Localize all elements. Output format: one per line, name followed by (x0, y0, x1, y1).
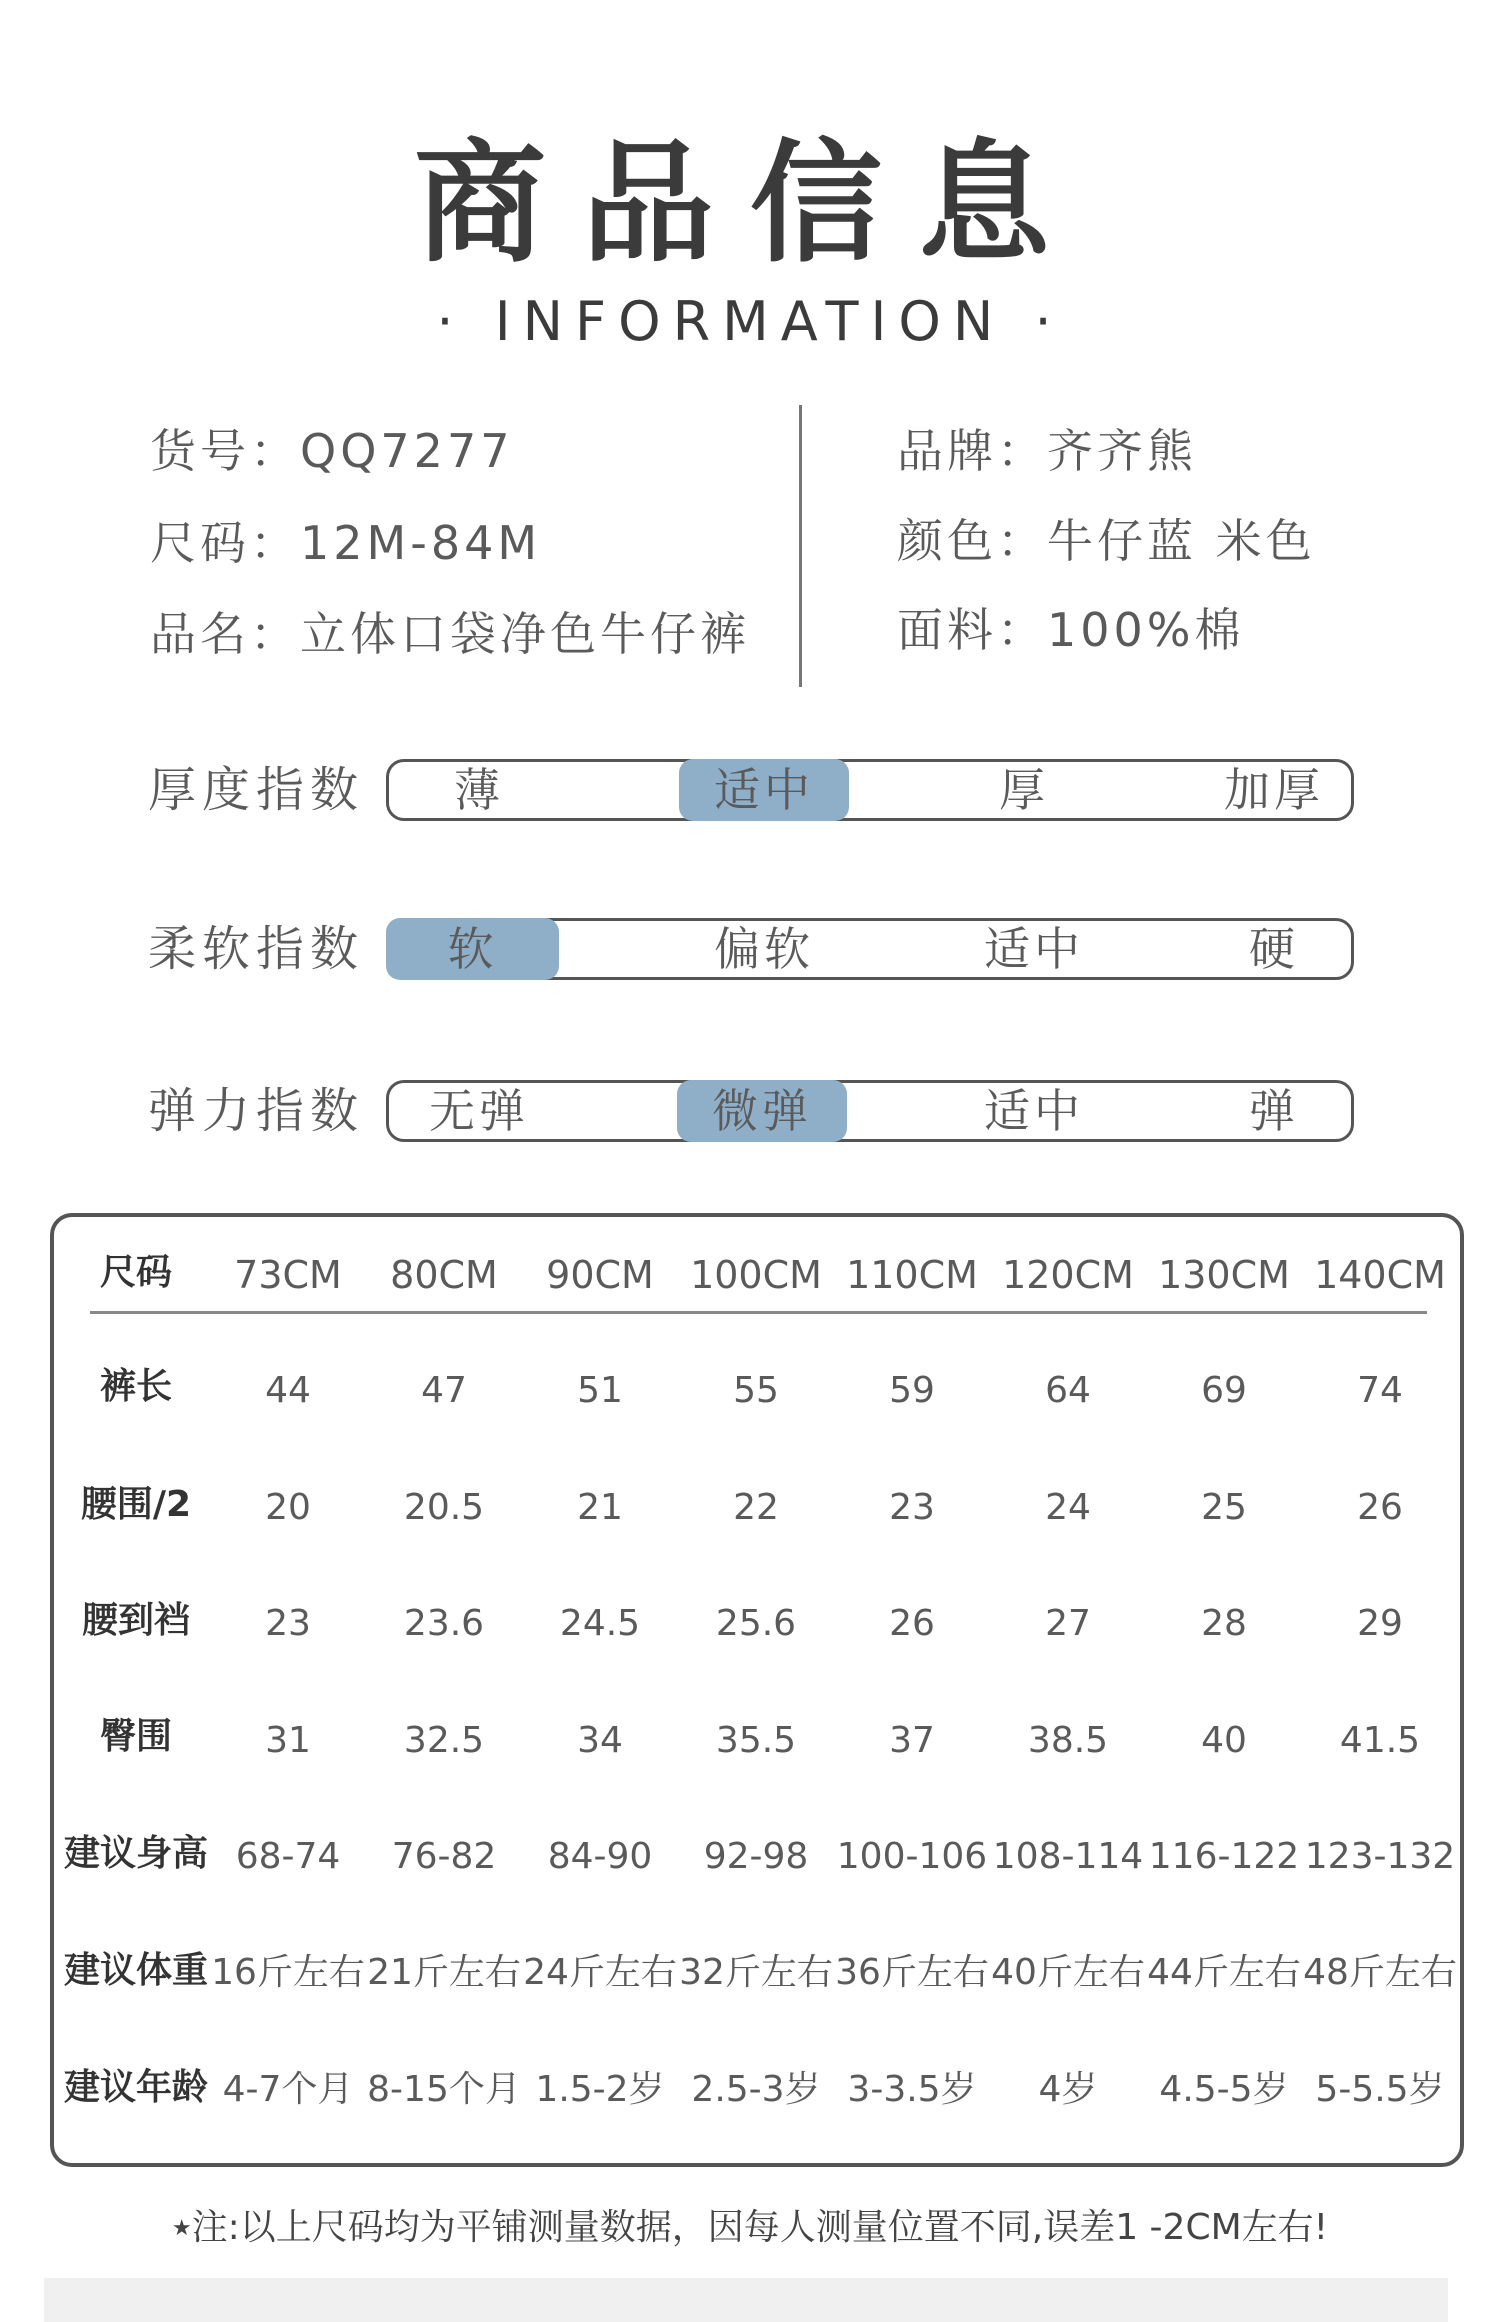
info-item-size (150, 516, 542, 570)
size-table-column-header: 80CM (390, 1253, 498, 1297)
size-table-cell: 24斤左右 (523, 1952, 677, 1993)
scale-option: 厚 (999, 763, 1049, 817)
thickness-index-scale (386, 759, 1354, 821)
size-table-cell: 26 (1357, 1487, 1403, 1528)
size-table-cell: 23.6 (403, 1603, 485, 1644)
size-table-cell: 4-7个月 (222, 2069, 354, 2110)
size-table-cell: 21斤左右 (367, 1952, 521, 1993)
scale-option: 适中 (679, 759, 849, 821)
measurement-note (0, 2207, 1500, 2248)
size-table-row-label: 腰到裆 (81, 1600, 190, 1641)
info-value: 100%棉 (1047, 603, 1245, 657)
info-item-product-name (150, 607, 750, 661)
size-table-cell: 40 (1201, 1720, 1247, 1761)
info-item-fabric (897, 603, 1245, 657)
info-item-brand (897, 424, 1197, 478)
scale-option: 适中 (984, 922, 1084, 976)
size-table-column-header: 120CM (1002, 1253, 1134, 1297)
size-table-cell: 34 (577, 1720, 623, 1761)
size-table-cell: 48斤左右 (1303, 1952, 1457, 1993)
size-table-cell: 92-98 (703, 1836, 809, 1877)
size-table-header-divider (90, 1311, 1427, 1314)
info-value: 齐齐熊 (1047, 424, 1197, 478)
info-item-color (897, 514, 1316, 568)
size-table-cell: 23 (265, 1603, 311, 1644)
size-table-column-header: 100CM (690, 1253, 822, 1297)
info-label: 品名： (150, 607, 300, 661)
size-table-cell: 37 (889, 1720, 935, 1761)
size-table-cell: 51 (577, 1370, 623, 1411)
size-table-row-label: 建议体重 (63, 1950, 208, 1991)
info-item-sku (150, 424, 514, 478)
size-table-row-label: 腰围/2 (80, 1484, 192, 1525)
info-value: QQ7277 (300, 424, 514, 478)
scale-option: 加厚 (1224, 763, 1324, 817)
size-table-row-label: 裤长 (99, 1366, 172, 1407)
size-table-cell: 25.6 (715, 1603, 797, 1644)
scale-option: 软 (386, 918, 559, 980)
size-table-cell: 2.5-3岁 (691, 2069, 821, 2110)
scale-option: 弹 (1249, 1084, 1299, 1138)
size-table-cell: 24 (1045, 1487, 1091, 1528)
size-table-column-header: 130CM (1158, 1253, 1290, 1297)
size-table-cell: 84-90 (547, 1836, 653, 1877)
page-title: 商品信息 (414, 127, 1086, 281)
size-table-cell: 28 (1201, 1603, 1247, 1644)
size-table-row-label: 建议年龄 (63, 2067, 208, 2108)
info-label: 尺码： (150, 516, 300, 570)
size-table-cell: 25 (1201, 1487, 1247, 1528)
size-table-cell: 29 (1357, 1603, 1403, 1644)
size-table-cell: 4岁 (1038, 2069, 1098, 2110)
size-table-cell: 20 (265, 1487, 311, 1528)
size-table-cell: 44 (265, 1370, 311, 1411)
bottom-strip (44, 2278, 1448, 2322)
size-table-cell: 21 (577, 1487, 623, 1528)
size-table-cell: 55 (733, 1370, 779, 1411)
size-table-cell: 23 (889, 1487, 935, 1528)
scale-option: 无弹 (429, 1084, 529, 1138)
size-table-cell: 27 (1045, 1603, 1091, 1644)
info-label: 货号： (150, 424, 300, 478)
size-table-cell: 108-114 (992, 1836, 1144, 1877)
star-icon: ★ (171, 2216, 192, 2241)
size-table-column-header: 73CM (234, 1253, 342, 1297)
size-table-cell: 116-122 (1148, 1836, 1300, 1877)
size-table-cell: 36斤左右 (835, 1952, 989, 1993)
size-table-cell: 69 (1201, 1370, 1247, 1411)
thickness-index-label: 厚度指数 (148, 762, 365, 818)
size-table-column-header: 110CM (846, 1253, 978, 1297)
scale-option: 微弹 (677, 1080, 847, 1142)
info-label: 品牌： (897, 424, 1047, 478)
size-table-cell: 68-74 (235, 1836, 341, 1877)
size-table-cell: 5-5.5岁 (1315, 2069, 1445, 2110)
size-table-cell: 20.5 (403, 1487, 485, 1528)
size-table-cell: 32斤左右 (679, 1952, 833, 1993)
softness-index-label: 柔软指数 (148, 921, 365, 977)
size-table-cell: 26 (889, 1603, 935, 1644)
elasticity-index-scale (386, 1080, 1354, 1142)
size-table-cell: 41.5 (1339, 1720, 1421, 1761)
size-table-cell: 22 (733, 1487, 779, 1528)
size-table-cell: 8-15个月 (367, 2069, 521, 2110)
size-table-header-label: 尺码 (99, 1252, 172, 1293)
size-table-cell: 24.5 (559, 1603, 641, 1644)
size-table-column-header: 140CM (1314, 1253, 1446, 1297)
size-table-cell: 47 (421, 1370, 467, 1411)
size-table-cell: 3-3.5岁 (847, 2069, 977, 2110)
scale-option: 适中 (984, 1084, 1084, 1138)
size-table-cell: 64 (1045, 1370, 1091, 1411)
info-label: 面料： (897, 603, 1047, 657)
size-table-cell: 38.5 (1027, 1720, 1109, 1761)
measurement-note-text: 注:以上尺码均为平铺测量数据，因每人测量位置不同,误差1 -2CM左右! (191, 2207, 1329, 2248)
size-table-cell: 40斤左右 (991, 1952, 1145, 1993)
info-value: 牛仔蓝 米色 (1047, 514, 1316, 568)
size-table-cell: 100-106 (836, 1836, 988, 1877)
size-table-cell: 32.5 (403, 1720, 485, 1761)
size-table-cell: 123-132 (1304, 1836, 1456, 1877)
scale-option: 薄 (454, 763, 504, 817)
size-table-row-label: 臀围 (99, 1716, 172, 1757)
size-table-column-header: 90CM (546, 1253, 654, 1297)
info-value: 12M-84M (300, 516, 542, 570)
size-table (50, 1213, 1464, 2167)
info-label: 颜色： (897, 514, 1047, 568)
size-table-row-label: 建议身高 (63, 1833, 208, 1874)
size-table-cell: 4.5-5岁 (1159, 2069, 1289, 2110)
size-table-cell: 44斤左右 (1147, 1952, 1301, 1993)
scale-option: 偏软 (714, 922, 814, 976)
size-table-cell: 35.5 (715, 1720, 797, 1761)
size-table-cell: 31 (265, 1720, 311, 1761)
info-divider (799, 405, 802, 687)
elasticity-index-label: 弹力指数 (148, 1083, 365, 1139)
page-subtitle: · INFORMATION · (436, 290, 1064, 353)
scale-option: 硬 (1249, 922, 1299, 976)
info-value: 立体口袋净色牛仔裤 (300, 607, 750, 661)
size-table-cell: 1.5-2岁 (535, 2069, 665, 2110)
size-table-cell: 16斤左右 (211, 1952, 365, 1993)
size-table-cell: 76-82 (391, 1836, 497, 1877)
size-table-cell: 59 (889, 1370, 935, 1411)
size-table-cell: 74 (1357, 1370, 1403, 1411)
softness-index-scale (386, 918, 1354, 980)
